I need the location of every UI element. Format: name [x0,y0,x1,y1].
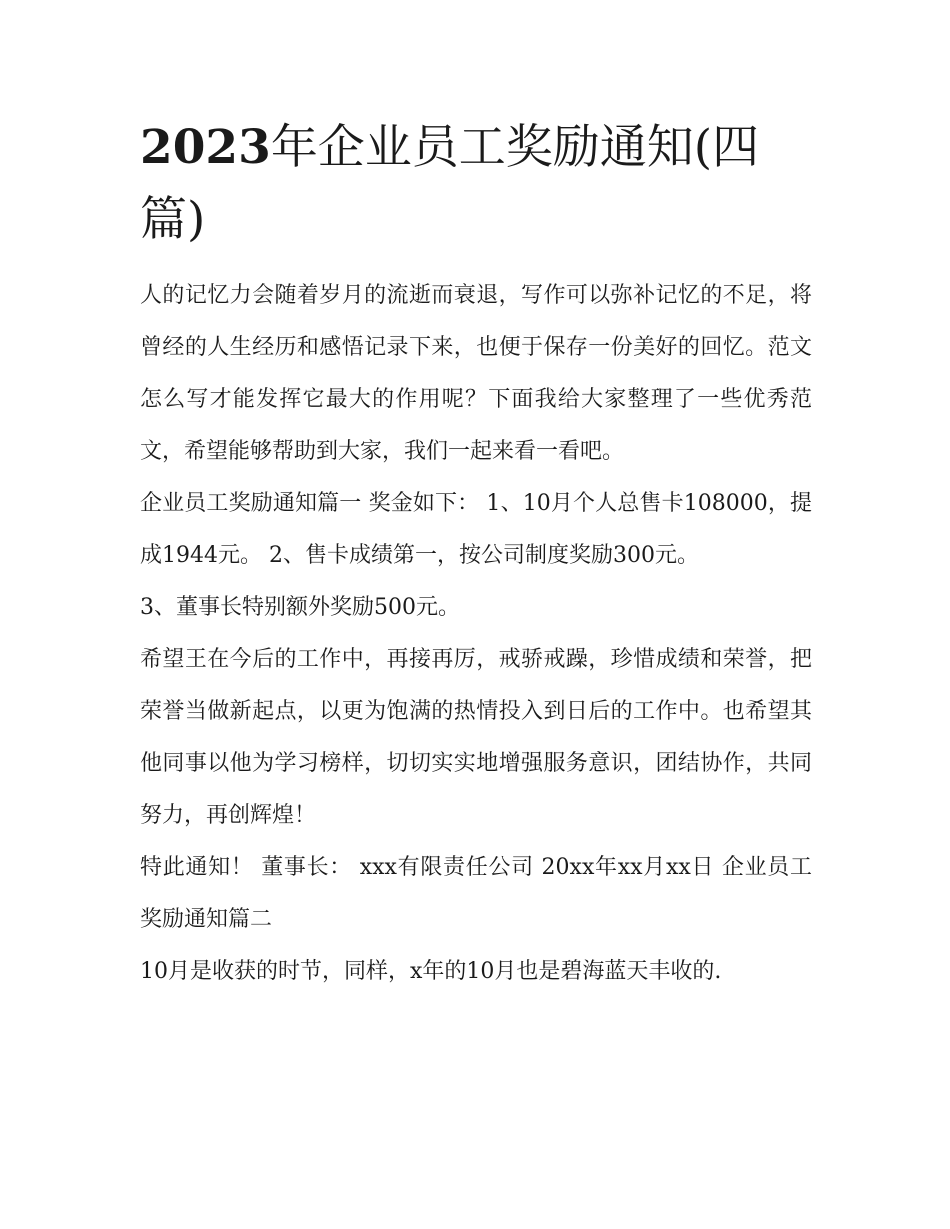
paragraph-intro: 人的记忆力会随着岁月的流逝而衰退，写作可以弥补记忆的不足，将曾经的人生经历和感悟记录下来，也便于保存一份美好的回忆。范文怎么写才能发挥它最大的作用呢？下面我给大家整理了一些优秀范文，希望能够帮助到大家，我们一起来看一看吧。 [140,283,812,464]
title-year: 2023 [140,120,271,175]
document-title [140,112,812,256]
title-text: 年企业员工奖励通知(四篇) [140,120,760,247]
paragraph-bonus-list: 企业员工奖励通知篇一 奖金如下： 1、10月个人总售卡108000，提成1944元。 2、售卡成绩第一，按公司制度奖励300元。 [140,491,812,568]
document-page [140,112,812,998]
document-body [140,270,812,998]
paragraph-signature: 特此通知！ 董事长： xxx有限责任公司 20xx年xx月xx日 企业员工奖励通知篇二 [140,855,812,932]
paragraph-encouragement: 希望王在今后的工作中，再接再厉，戒骄戒躁，珍惜成绩和荣誉，把荣誉当做新起点，以更为饱满的热情投入到日后的工作中。也希望其他同事以他为学习榜样，切切实实地增强服务意识，团结协作，共同努力，再创辉煌！ [140,647,812,828]
paragraph-chairman-bonus: 3、董事长特别额外奖励500元。 [140,595,460,620]
paragraph-part-two: 10月是收获的时节，同样，x年的10月也是碧海蓝天丰收的. [140,959,722,984]
